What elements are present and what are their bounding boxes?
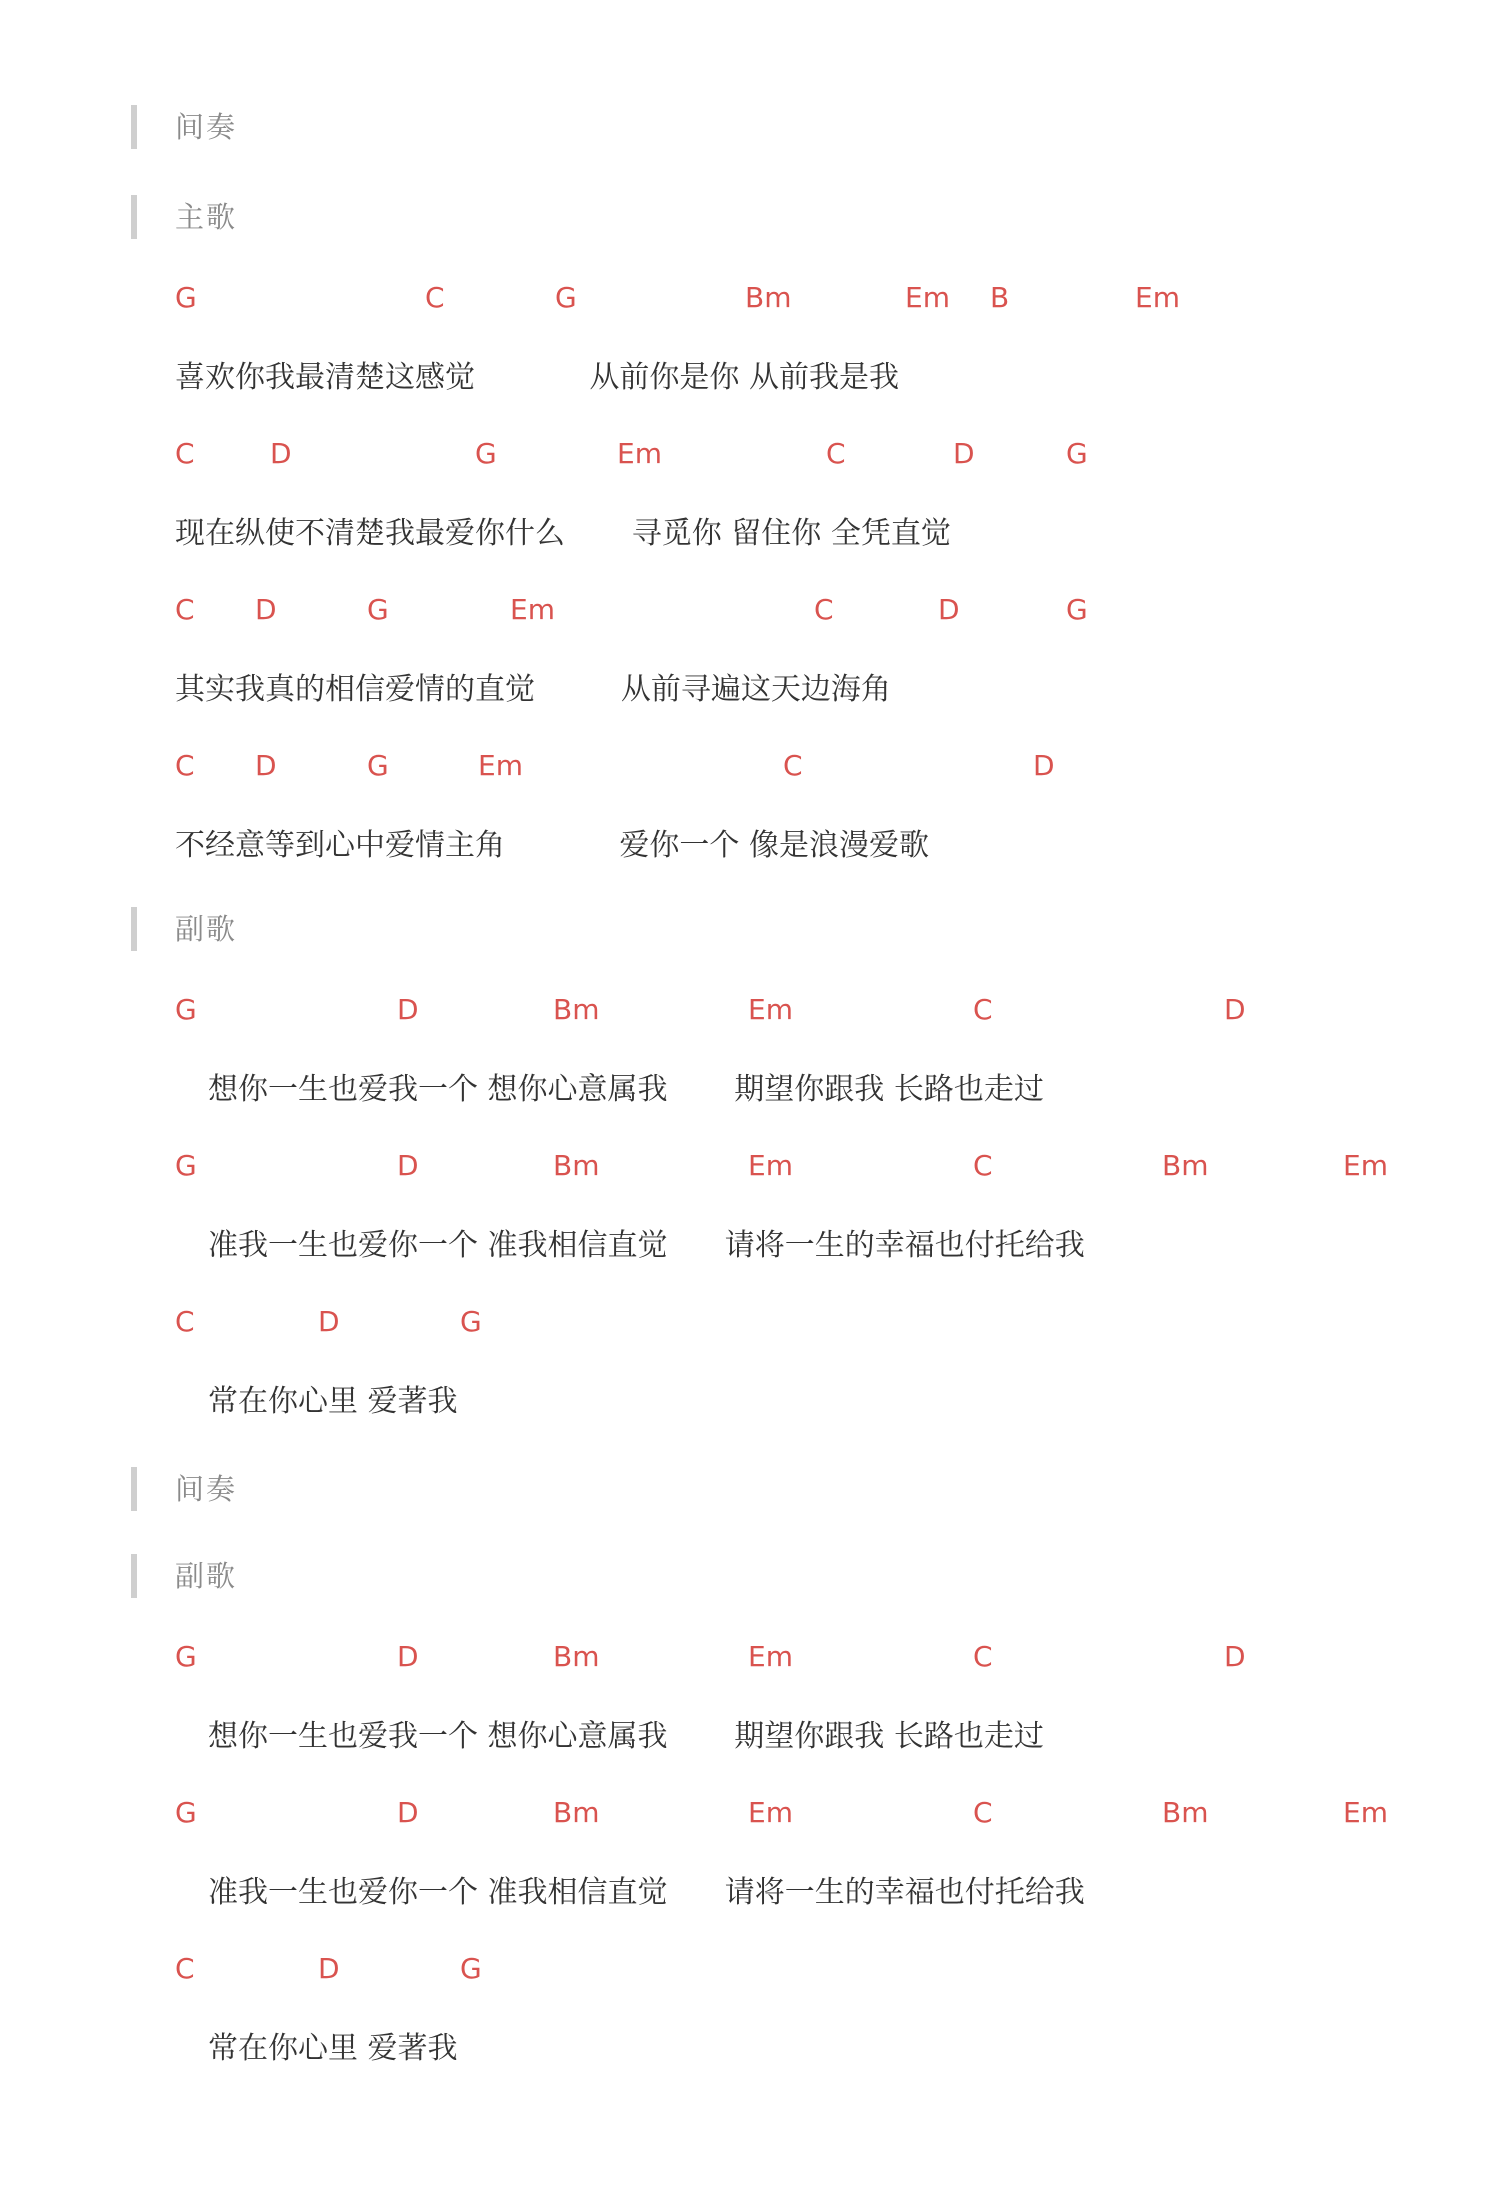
chord-symbol: C — [175, 593, 195, 626]
chord-symbol: D — [318, 1305, 340, 1338]
chord-symbol: Bm — [1162, 1149, 1209, 1182]
lyric-line: 不经意等到心中爱情主角 爱你一个 像是浪漫爱歌 — [175, 828, 929, 863]
chord-symbol: D — [1224, 993, 1246, 1026]
chord-symbol: C — [826, 437, 846, 470]
lyric-line: 常在你心里 爱著我 — [208, 1384, 458, 1419]
chord-symbol: Bm — [553, 1640, 600, 1673]
chord-symbol: Bm — [553, 1149, 600, 1182]
chord-symbol: G — [175, 281, 197, 314]
section-label: 主歌 — [131, 195, 237, 239]
lyric-line: 常在你心里 爱著我 — [208, 2031, 458, 2066]
chord-row — [0, 278, 1500, 318]
chord-symbol: Em — [510, 593, 555, 626]
chord-symbol: G — [367, 593, 389, 626]
chord-symbol: C — [973, 1640, 993, 1673]
chord-symbol: G — [367, 749, 389, 782]
section-label: 副歌 — [131, 1554, 237, 1598]
lyric-line: 准我一生也爱你一个 准我相信直觉 请将一生的幸福也付托给我 — [208, 1228, 1085, 1263]
chord-symbol: C — [175, 437, 195, 470]
chord-symbol: D — [397, 1149, 419, 1182]
lyric-line: 其实我真的相信爱情的直觉 从前寻遍这天边海角 — [175, 672, 891, 707]
lyric-line: 想你一生也爱我一个 想你心意属我 期望你跟我 长路也走过 — [208, 1719, 1044, 1754]
lyric-line: 喜欢你我最清楚这感觉 从前你是你 从前我是我 — [175, 360, 899, 395]
chord-symbol: G — [1066, 593, 1088, 626]
chord-symbol: G — [175, 1149, 197, 1182]
chord-row — [0, 1637, 1500, 1677]
chord-symbol: G — [460, 1952, 482, 1985]
chord-symbol: D — [953, 437, 975, 470]
chord-symbol: Em — [1135, 281, 1180, 314]
chord-symbol: G — [460, 1305, 482, 1338]
section-label: 副歌 — [131, 907, 237, 951]
chord-row — [0, 1793, 1500, 1833]
chord-symbol: D — [1033, 749, 1055, 782]
chord-symbol: D — [255, 749, 277, 782]
chord-symbol: Em — [905, 281, 950, 314]
chord-symbol: Em — [1343, 1796, 1388, 1829]
chord-symbol: D — [255, 593, 277, 626]
chord-symbol: C — [814, 593, 834, 626]
lyric-line: 想你一生也爱我一个 想你心意属我 期望你跟我 长路也走过 — [208, 1072, 1044, 1107]
chord-symbol: Bm — [745, 281, 792, 314]
chord-symbol: Em — [748, 993, 793, 1026]
chord-symbol: Em — [1343, 1149, 1388, 1182]
chord-symbol: C — [973, 993, 993, 1026]
chord-symbol: D — [318, 1952, 340, 1985]
chord-symbol: Em — [478, 749, 523, 782]
chord-row — [0, 1146, 1500, 1186]
chord-row — [0, 590, 1500, 630]
chord-symbol: B — [990, 281, 1010, 314]
chord-symbol: Bm — [1162, 1796, 1209, 1829]
chord-symbol: G — [475, 437, 497, 470]
chord-symbol: G — [175, 1640, 197, 1673]
chord-symbol: D — [1224, 1640, 1246, 1673]
chord-symbol: Em — [748, 1149, 793, 1182]
chord-symbol: Em — [617, 437, 662, 470]
chord-row — [0, 746, 1500, 786]
chord-symbol: D — [938, 593, 960, 626]
chord-symbol: D — [397, 1640, 419, 1673]
chord-symbol: D — [397, 1796, 419, 1829]
chord-row — [0, 1302, 1500, 1342]
chord-row — [0, 434, 1500, 474]
chord-symbol: G — [1066, 437, 1088, 470]
chord-symbol: Bm — [553, 1796, 600, 1829]
chord-symbol: C — [973, 1149, 993, 1182]
lyric-line: 准我一生也爱你一个 准我相信直觉 请将一生的幸福也付托给我 — [208, 1875, 1085, 1910]
chord-symbol: G — [175, 1796, 197, 1829]
chord-row — [0, 1949, 1500, 1989]
section-label: 间奏 — [131, 1467, 237, 1511]
chord-symbol: D — [397, 993, 419, 1026]
section-label: 间奏 — [131, 105, 237, 149]
chord-symbol: C — [973, 1796, 993, 1829]
chord-symbol: C — [175, 749, 195, 782]
chord-symbol: C — [783, 749, 803, 782]
chord-symbol: C — [425, 281, 445, 314]
chord-symbol: G — [175, 993, 197, 1026]
chord-symbol: D — [270, 437, 292, 470]
chord-symbol: Em — [748, 1796, 793, 1829]
chord-symbol: Em — [748, 1640, 793, 1673]
chord-symbol: C — [175, 1952, 195, 1985]
lyric-line: 现在纵使不清楚我最爱你什么 寻觅你 留住你 全凭直觉 — [175, 516, 951, 551]
chord-symbol: G — [555, 281, 577, 314]
chord-symbol: C — [175, 1305, 195, 1338]
chord-row — [0, 990, 1500, 1030]
chord-symbol: Bm — [553, 993, 600, 1026]
